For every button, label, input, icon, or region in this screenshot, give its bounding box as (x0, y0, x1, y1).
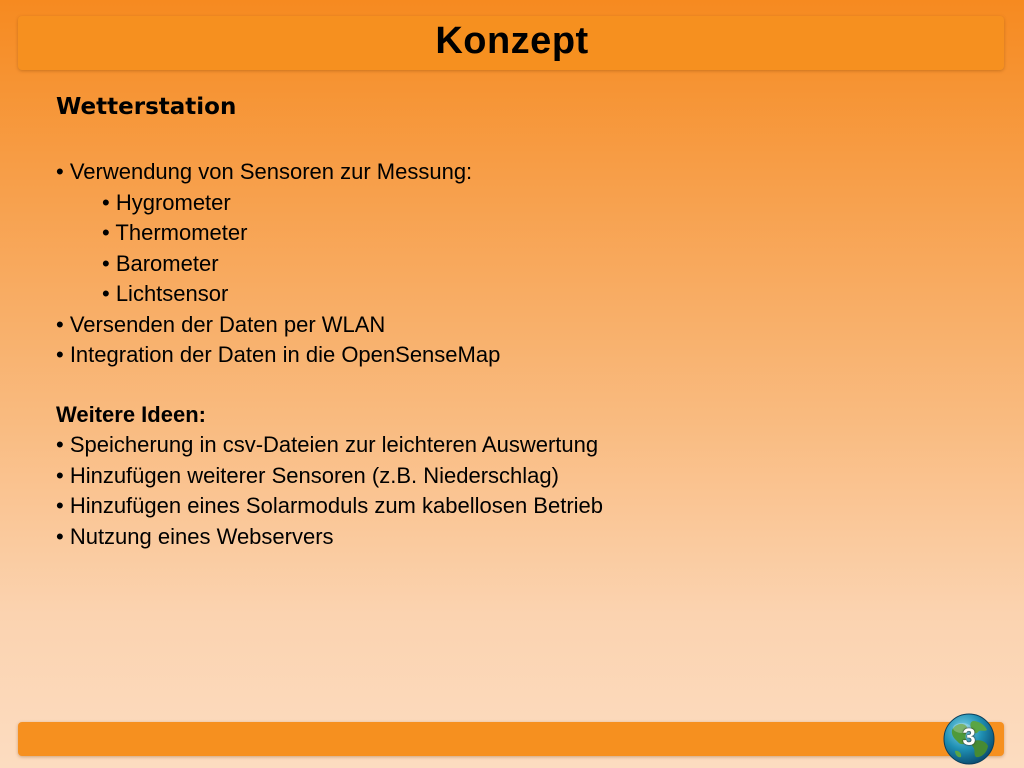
list-item: • Hinzufügen weiterer Sensoren (z.B. Niederschlag) (56, 462, 559, 488)
list-item-sub: • Hygrometer (102, 189, 231, 215)
section-heading-wetterstation: Wetterstation (56, 94, 237, 120)
list-item-sub: • Lichtsensor (102, 281, 229, 306)
list-item: • Integration der Daten in die OpenSenseMap (56, 342, 501, 367)
page-number: 3 (962, 724, 976, 751)
slide-content (56, 90, 956, 552)
spacer (56, 371, 956, 400)
slide-title: Konzept (435, 20, 589, 62)
section-heading-weitere-ideen: Weitere Ideen: (56, 401, 206, 427)
list-item: • Verwendung von Sensoren zur Messung: (56, 159, 473, 184)
footer-bar (18, 722, 1004, 756)
list-item-sub: • Barometer (102, 250, 219, 276)
list-item: • Nutzung eines Webservers (56, 523, 334, 549)
list-item: • Hinzufügen eines Solarmoduls zum kabellosen Betrieb (56, 493, 604, 518)
list-item: • Versenden der Daten per WLAN (56, 311, 386, 337)
list-item: • Speicherung in csv-Dateien zur leichteren Auswertung (56, 432, 599, 457)
list-item-sub: • Thermometer (102, 220, 248, 245)
spacer (56, 124, 956, 157)
